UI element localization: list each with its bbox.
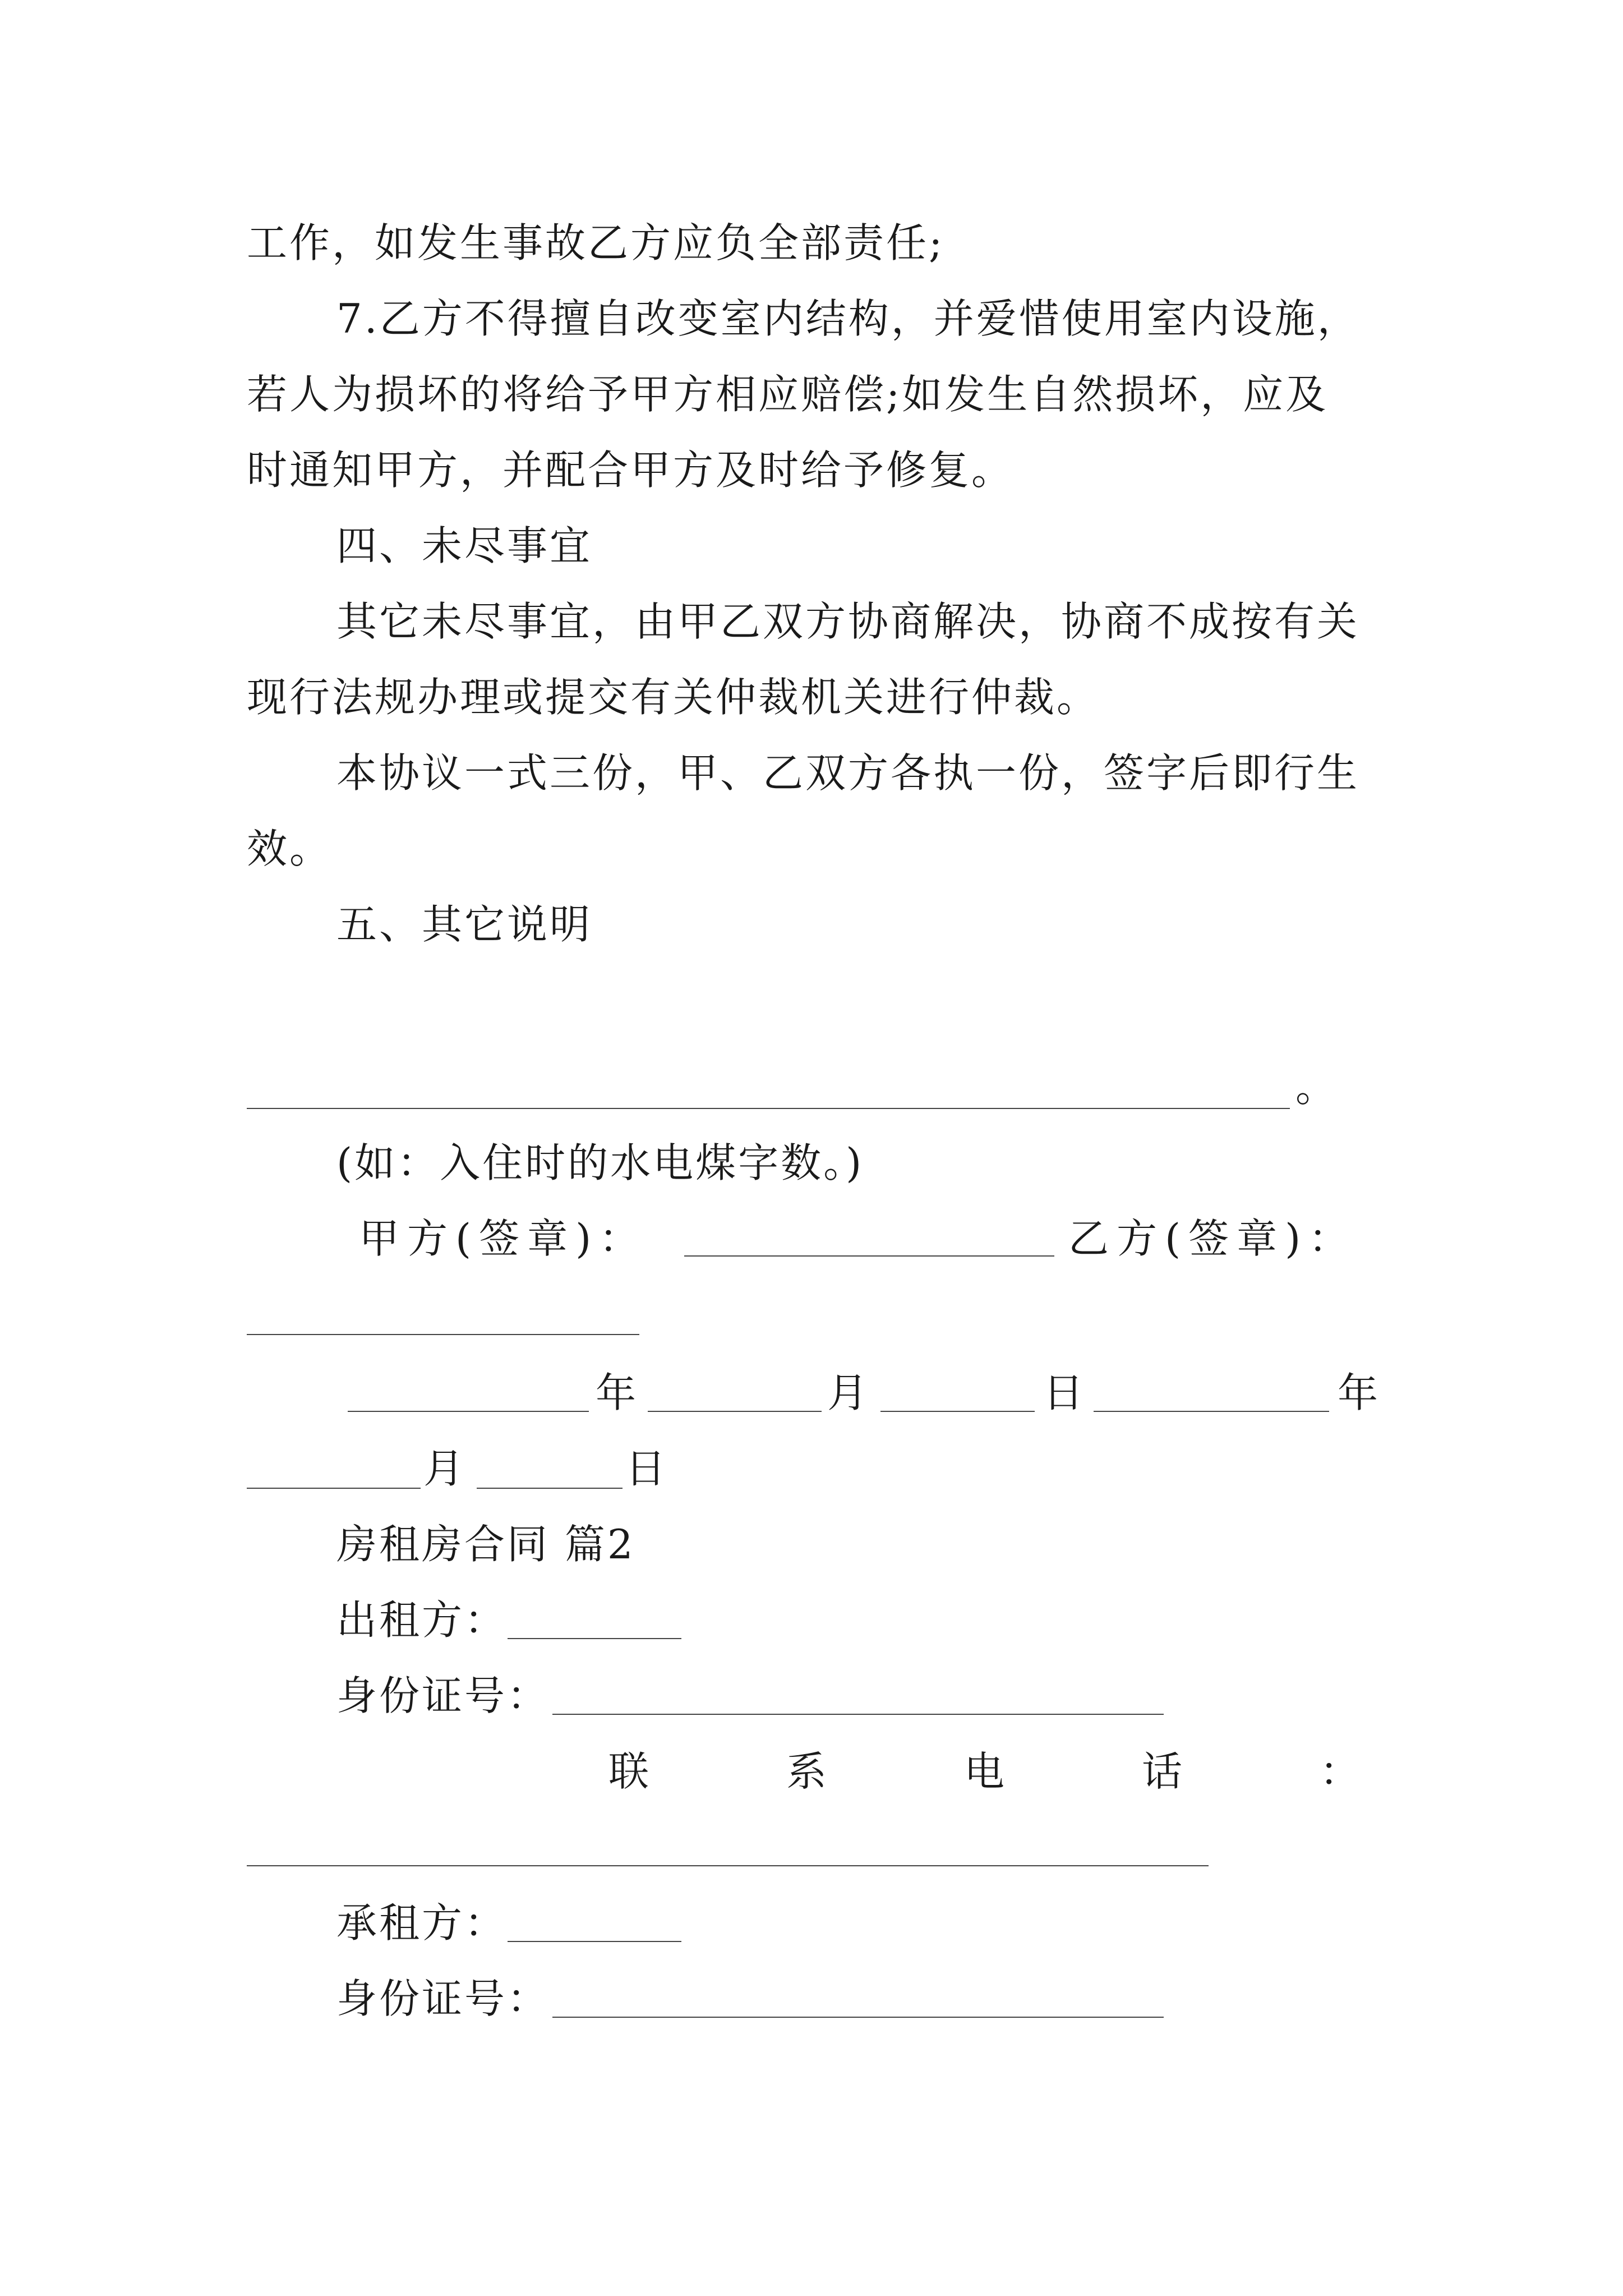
party-b-day-label: 日 xyxy=(625,1445,668,1492)
section-4-line-2: 现行法规办理或提交有关仲裁机关进行仲裁。 xyxy=(247,674,1100,721)
clause-7-line-3: 时通知甲方，并配合甲方及时给予修复。 xyxy=(247,447,1015,494)
party-a-month-blank xyxy=(648,1411,822,1412)
party-b-signature-label: 乙方(签章)： xyxy=(1068,1215,1357,1262)
lessor-blank xyxy=(508,1638,681,1639)
notes-blank-line xyxy=(247,1108,1290,1109)
lessee-blank xyxy=(508,1941,681,1942)
party-b-day-blank xyxy=(477,1488,623,1489)
party-a-signature-label: 甲方(签章)： xyxy=(359,1215,648,1262)
party-b-month-blank xyxy=(247,1488,421,1489)
party-a-day-blank xyxy=(880,1411,1035,1412)
phone-char-2: 系 xyxy=(786,1748,827,1795)
notes-end-period: 。 xyxy=(1295,1064,1339,1111)
phone-char-5: ： xyxy=(1319,1748,1360,1795)
party-b-signature-blank xyxy=(247,1334,639,1335)
party-a-month-label: 月 xyxy=(827,1369,870,1416)
lessor-id-blank xyxy=(552,1714,1164,1715)
copies-line-2: 效。 xyxy=(247,825,333,872)
section-5-heading: 五、其它说明 xyxy=(336,901,593,948)
copies-line-1: 本协议一式三份，甲、乙双方各执一份，签字后即行生 xyxy=(336,749,1360,797)
party-a-year-blank xyxy=(348,1411,589,1412)
notes-example: (如：入住时的水电煤字数。) xyxy=(336,1139,864,1186)
lessee-id-label: 身份证号： xyxy=(336,1975,550,2022)
lessor-phone-blank xyxy=(247,1865,1209,1866)
clause-6-continued: 工作，如发生事故乙方应负全部责任; xyxy=(247,219,945,266)
section-4-line-1: 其它未尽事宜，由甲乙双方协商解决，协商不成按有关 xyxy=(336,598,1360,645)
section-4-heading: 四、未尽事宜 xyxy=(336,522,593,569)
clause-7-line-1: 7.乙方不得擅自改变室内结构，并爱惜使用室内设施， xyxy=(336,295,1360,342)
party-b-year-label: 年 xyxy=(1338,1369,1381,1416)
party-a-signature-blank xyxy=(684,1255,1054,1257)
lessor-label: 出租方： xyxy=(336,1596,508,1644)
phone-char-1: 联 xyxy=(608,1748,649,1795)
clause-7-line-2: 若人为损坏的将给予甲方相应赔偿;如发生自然损坏，应及 xyxy=(247,371,1329,418)
lessor-id-label: 身份证号： xyxy=(336,1672,550,1719)
lessor-phone-label xyxy=(608,1745,1360,1798)
phone-char-3: 电 xyxy=(963,1748,1004,1795)
phone-char-4: 话 xyxy=(1141,1748,1182,1795)
party-b-year-blank xyxy=(1094,1411,1329,1412)
lessee-id-blank xyxy=(552,2017,1164,2018)
lessee-label: 承租方： xyxy=(336,1899,508,1947)
contract-2-title: 房租房合同 篇2 xyxy=(336,1521,635,1568)
party-b-month-label: 月 xyxy=(423,1445,467,1492)
party-a-day-label: 日 xyxy=(1043,1369,1086,1416)
party-a-year-label: 年 xyxy=(596,1369,639,1416)
